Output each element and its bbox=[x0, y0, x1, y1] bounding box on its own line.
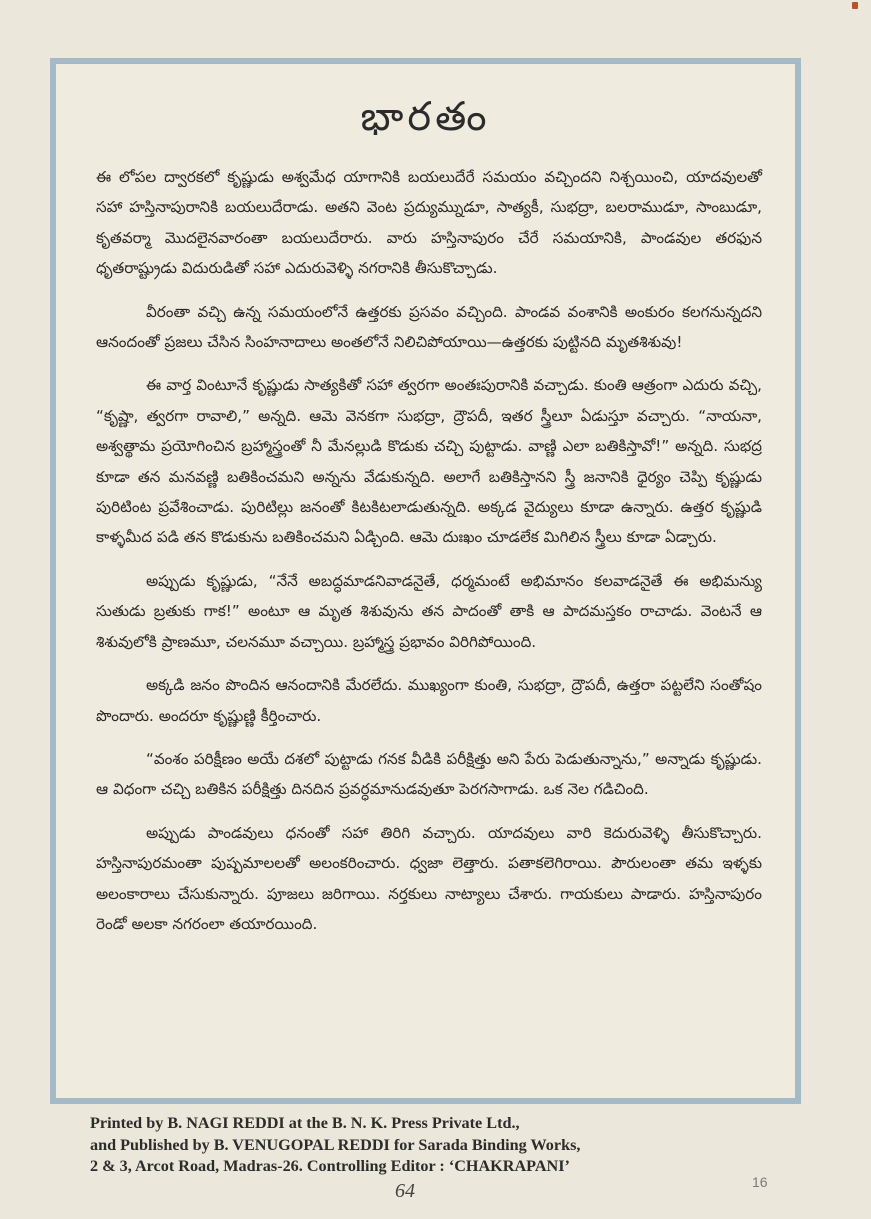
story-paragraph: ఈ లోపల ద్వారకలో కృష్ణుడు అశ్వమేధ యాగానికి బయలుదేరే సమయం వచ్చిందని నిశ్చయించి, యాదవులతో సహా హస్తినాపురానికి బయలుదేరాడు. అతని వెంట ప్రద్యుమ్నుడూ, సాత్యకీ, సుభద్రా, బలరాముడూ, సాంబుడూ, కృతవర్మా మొదలైనవారంతా బయలుదేరారు. వారు హస్తినాపురం చేరే సమయానికి, పాండవుల తరఫున ధృతరాష్ట్రుడు విదురుడితో సహా ఎదురువెళ్ళి నగరానికి తీసుకొచ్చాడు. bbox=[96, 168, 762, 278]
imprint-footer bbox=[90, 1113, 790, 1178]
story-paragraph: ఈ వార్త వింటూనే కృష్ణుడు సాత్యకితో సహా త్వరగా అంతఃపురానికి వచ్చాడు. కుంతి ఆత్రంగా ఎదురు వచ్చి, “కృష్ణా, త్వరగా రావాలి,” అన్నది. ఆమె వెనకగా సుభద్రా, ద్రౌపదీ, ఇతర స్త్రీలూ ఏడుస్తూ వచ్చారు. “నాయనా, అశ్వత్థామ ప్రయోగించిన బ్రహ్మాస్త్రంతో నీ మేనల్లుడి కొడుకు చచ్చి పుట్టాడు. వాణ్ణి ఎలా బతికిస్తావో!” అన్నది. సుభద్ర కూడా తన మనవణ్ణి బతికించమని అన్నను వేడుకున్నది. అలాగే బతికిస్తానని స్త్రీ జనానికి ధైర్యం చెప్పి కృష్ణుడు పురిటింట ప్రవేశించాడు. పురిటిల్లు జనంతో కిటకిటలాడుతున్నది. అక్కడ వైద్యులు కూడా ఉన్నారు. ఉత్తర కృష్ణుడి కాళ్ళమీద పడి తన కొడుకును బతికించమని ఏడ్చింది. ఆమె దుఃఖం చూడలేక మిగిలిన స్త్రీలు కూడా ఏడ్చారు. bbox=[96, 376, 762, 547]
story-paragraph: వీరంతా వచ్చి ఉన్న సమయంలోనే ఉత్తరకు ప్రసవం వచ్చింది. పాండవ వంశానికి అంకురం కలగనున్నదని ఆనందంతో ప్రజలు చేసిన సింహనాదాలు అంతలోనే నిలిచిపోయాయి—ఉత్తరకు పుట్టినది మృతశిశువు! bbox=[96, 302, 762, 352]
imprint-line: and Published by B. VENUGOPAL REDDI for Sarada Binding Works, bbox=[90, 1135, 581, 1154]
story-body bbox=[96, 162, 762, 952]
story-paragraph: అప్పుడు పాండవులు ధనంతో సహా తిరిగి వచ్చారు. యాదవులు వారి కెదురువెళ్ళి తీసుకొచ్చారు. హస్తినాపురమంతా పుష్పమాలలతో అలంకరించారు. ధ్వజా లెత్తారు. పతాకలెగిరాయి. పౌరులంతా తమ ఇళ్ళకు అలంకారాలు చేసుకున్నారు. పూజలు జరిగాయి. నర్తకులు నాట్యాలు చేశారు. గాయకులు పాడారు. హస్తినాపురం రెండో అలకా నగరంలా తయారయింది. bbox=[96, 823, 762, 933]
story-paragraph: అక్కడి జనం పొందిన ఆనందానికి మేరలేదు. ముఖ్యంగా కుంతి, సుభద్రా, ద్రౌపదీ, ఉత్తరా పట్టలేని సంతోషం పొందారు. అందరూ కృష్ణుణ్ణి కీర్తించారు. bbox=[96, 676, 762, 725]
story-paragraph: అప్పుడు కృష్ణుడు, “నేనే అబద్ధమాడనివాడనైతే, ధర్మమంటే అభిమానం కలవాడనైతే ఈ అభిమన్యు సుతుడు బ్రతుకు గాక!” అంటూ ఆ మృత శిశువును తన పాదంతో తాకి ఆ పాదమస్తకం రాచాడు. వెంటనే ఆ శిశువులోకి ప్రాణమూ, చలనమూ వచ్చాయి. బ్రహ్మాస్త్ర ప్రభావం విరిగిపోయింది. bbox=[96, 571, 762, 651]
page-number: 64 bbox=[395, 1180, 415, 1202]
imprint-line: 2 & 3, Arcot Road, Madras-26. Controlling Editor : ‘CHAKRAPANI’ bbox=[90, 1157, 570, 1175]
story-paragraph: “వంశం పరిక్షీణం అయే దశలో పుట్టాడు గనక వీడికి పరీక్షిత్తు అని పేరు పెడుతున్నాను,” అన్నాడు కృష్ణుడు. ఆ విధంగా చచ్చి బతికిన పరీక్షిత్తు దినదిన ప్రవర్ధమానుడవుతూ పెరగసాగాడు. ఒక నెల గడిచింది. bbox=[96, 749, 762, 799]
paper-edge-mark bbox=[852, 2, 858, 9]
page-title: భారతం bbox=[360, 94, 491, 140]
story-frame bbox=[50, 58, 801, 1104]
imprint-line: Printed by B. NAGI REDDI at the B. N. K. Press Private Ltd., bbox=[90, 1114, 520, 1132]
pencil-note: 16 bbox=[752, 1174, 768, 1190]
